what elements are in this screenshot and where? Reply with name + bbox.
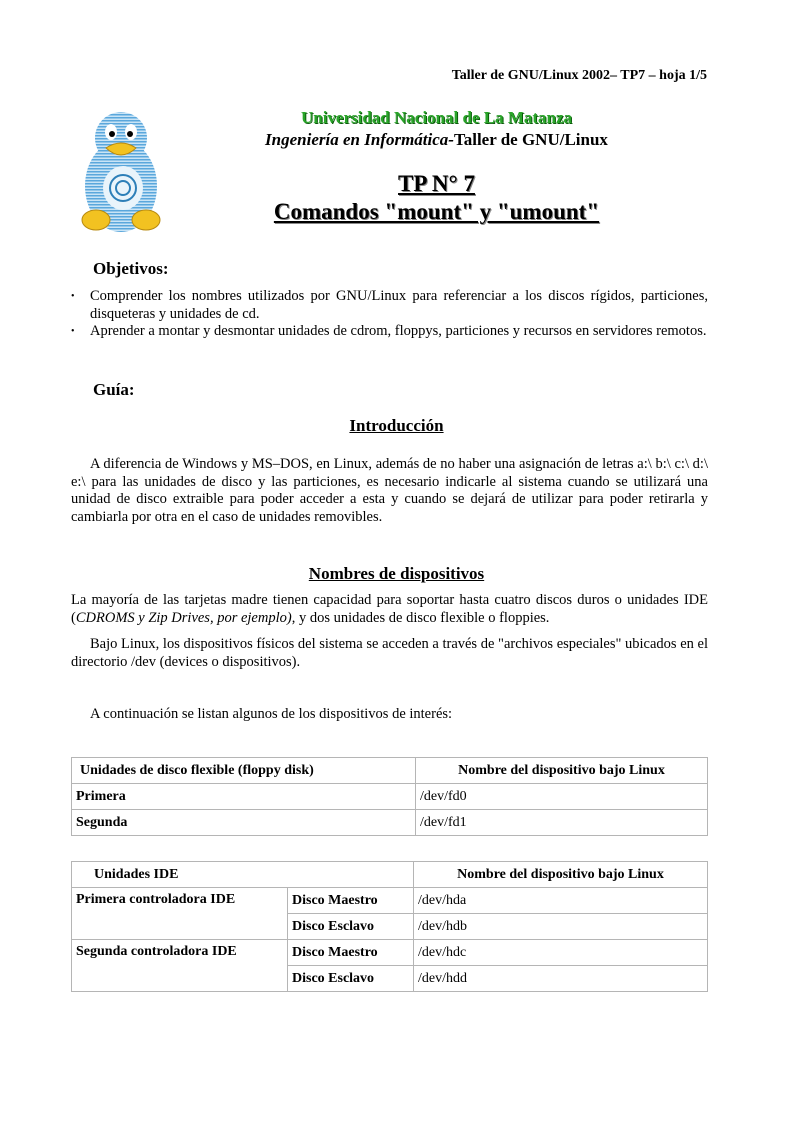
objetivos-list xyxy=(71,288,708,341)
table-header-row: Unidades IDE Nombre del dispositivo bajo Linux xyxy=(72,862,708,888)
floppy-table xyxy=(71,757,708,836)
guia-heading: Guía: xyxy=(93,380,135,399)
intro-paragraph: A diferencia de Windows y MS–DOS, en Linux, además de no haber una asignación de letras a:\ b:\ c:\ d:\ e:\ para las unidades de disco y las particiones, es necesario indicarle al sistema cuando se utilizará una unidad de disco extraible para poder acceder a esta y cuando se dejará de utilizar para poder retirarla y cambiarla por otra en el caso de unidades removibles. xyxy=(71,456,708,525)
nombres-paragraph-3: A continuación se listan algunos de los dispositivos de interés: xyxy=(90,706,453,722)
bullet-icon: • xyxy=(71,326,75,337)
table-row: Segunda /dev/fd1 xyxy=(72,810,708,836)
tp-subtitle: Comandos "mount" y "umount" xyxy=(273,199,600,224)
table-row: Primera /dev/fd0 xyxy=(72,784,708,810)
table-row: Segunda controladora IDE Disco Maestro /dev/hdc xyxy=(72,940,708,966)
page-header-label: Taller de GNU/Linux 2002– TP7 – hoja 1/5 xyxy=(451,68,707,83)
nombres-paragraph-1: La mayoría de las tarjetas madre tienen capacidad para soportar hasta cuatro discos duros o unidades IDE (CDROMS y Zip Drives, por ejemplo), y dos unidades de disco flexible o floppies. xyxy=(71,592,708,626)
tp-number: TP N° 7 xyxy=(398,171,475,196)
ide-table xyxy=(71,861,708,992)
intro-title: Introducción xyxy=(349,416,444,435)
nombres-paragraph-2: Bajo Linux, los dispositivos físicos del sistema se acceden a través de "archivos especiales" ubicados en el directorio /dev (devices o dispositivos). xyxy=(71,636,708,670)
faculty-normal: Taller de GNU/Linux xyxy=(453,130,608,149)
list-item: • Aprender a montar y desmontar unidades de cdrom, floppys, particiones y recursos en servidores remotos. xyxy=(71,323,707,339)
document-title xyxy=(0,170,793,226)
list-item: • Comprender los nombres utilizados por GNU/Linux para referenciar a los discos rígidos, particiones, disqueteras y unidades de cd. xyxy=(71,288,708,322)
table-row: Primera controladora IDE Disco Maestro /dev/hda xyxy=(72,888,708,914)
table-header-row: Unidades de disco flexible (floppy disk) Nombre del dispositivo bajo Linux xyxy=(72,758,708,784)
university-name: Universidad Nacional de La Matanza xyxy=(300,108,573,127)
bullet-icon: • xyxy=(71,291,75,302)
nombres-title: Nombres de dispositivos xyxy=(308,564,485,583)
faculty-italic: Ingeniería en Informática- xyxy=(265,130,454,149)
table-row: Disco Esclavo /dev/hdb xyxy=(72,914,708,940)
table-row: Disco Esclavo /dev/hdd xyxy=(72,966,708,992)
faculty-line xyxy=(0,130,793,150)
objetivos-heading: Objetivos: xyxy=(93,259,169,278)
